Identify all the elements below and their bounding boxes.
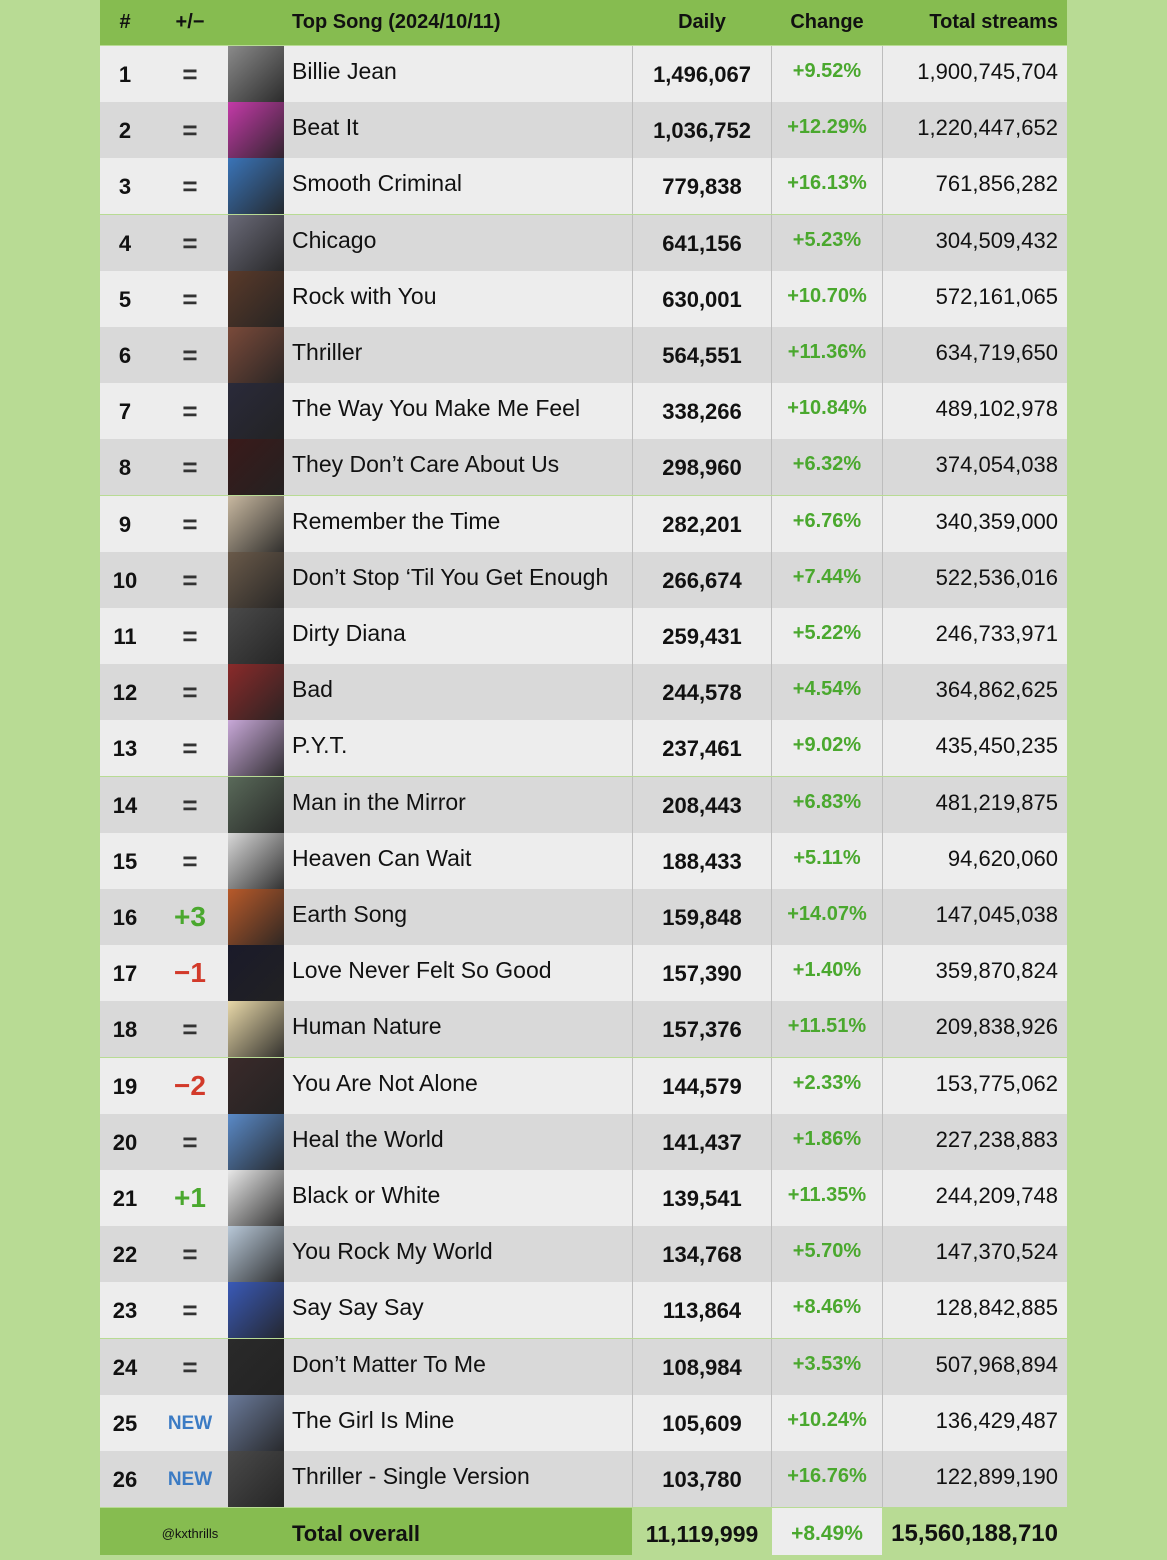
row-song-title: The Girl Is Mine — [292, 1406, 455, 1433]
row-movement-indicator: +3 — [174, 901, 206, 932]
row-change-percent: +4.54% — [792, 678, 862, 701]
row-total-streams: 634,719,650 — [882, 327, 1067, 383]
album-cover-art — [228, 1282, 284, 1338]
table-row — [100, 215, 1067, 271]
album-cover-art — [228, 833, 284, 889]
total-streams: 15,560,188,710 — [882, 1508, 1067, 1555]
row-movement-indicator: = — [182, 845, 198, 876]
album-cover-art — [228, 1226, 284, 1282]
row-rank: 11 — [113, 624, 137, 649]
row-movement-indicator: = — [182, 283, 198, 314]
row-daily-streams: 298,960 — [632, 439, 772, 495]
row-song-title: Earth Song — [292, 901, 408, 927]
row-change-percent: +11.36% — [787, 341, 867, 363]
row-movement-indicator: = — [182, 171, 198, 202]
row-daily-streams: 208,443 — [632, 777, 772, 833]
album-cover-art — [228, 102, 284, 158]
album-cover-art — [228, 945, 284, 1001]
row-daily-streams: 157,390 — [632, 945, 772, 1001]
row-song-title: Man in the Mirror — [292, 788, 466, 815]
row-daily-streams: 779,838 — [632, 158, 772, 214]
row-movement-indicator: = — [182, 340, 198, 370]
row-song-title: Thriller - Single Version — [292, 1463, 530, 1489]
album-cover-art — [228, 552, 284, 608]
row-rank: 15 — [112, 848, 138, 874]
row-movement-indicator: = — [182, 396, 198, 427]
row-song-title: Bad — [292, 676, 333, 703]
row-total-streams: 153,775,062 — [882, 1058, 1067, 1114]
table-row — [100, 1339, 1067, 1395]
row-movement-indicator: = — [182, 59, 198, 89]
album-cover-art — [228, 327, 284, 383]
album-cover-art — [228, 608, 284, 664]
row-daily-streams: 338,266 — [632, 383, 772, 439]
album-cover-art — [228, 1170, 284, 1226]
row-daily-streams: 641,156 — [632, 215, 772, 271]
header-song: Top Song (2024/10/11) — [292, 11, 501, 33]
row-change-percent: +7.44% — [792, 565, 862, 588]
row-daily-streams: 259,431 — [632, 608, 772, 664]
row-rank: 24 — [112, 1354, 138, 1380]
row-rank: 18 — [112, 1017, 138, 1043]
row-daily-streams: 105,609 — [632, 1395, 772, 1451]
row-total-streams: 1,220,447,652 — [882, 102, 1067, 158]
row-song-title: You Rock My World — [292, 1238, 493, 1265]
row-song-title: P.Y.T. — [292, 732, 348, 759]
table-row — [100, 1226, 1067, 1282]
row-total-streams: 489,102,978 — [882, 383, 1067, 439]
row-daily-streams: 108,984 — [632, 1339, 772, 1395]
row-daily-streams: 1,036,752 — [632, 102, 772, 158]
row-change-percent: +6.83% — [792, 790, 862, 813]
table-row — [100, 496, 1067, 552]
row-movement-indicator: = — [182, 733, 198, 764]
row-daily-streams: 157,376 — [632, 1001, 772, 1057]
row-change-percent: +5.11% — [793, 846, 861, 869]
row-rank: 9 — [118, 511, 132, 537]
table-row — [100, 1058, 1067, 1114]
row-rank: 26 — [112, 1467, 138, 1492]
row-rank: 2 — [118, 118, 132, 144]
row-daily-streams: 113,864 — [632, 1282, 772, 1338]
table-row — [100, 439, 1067, 495]
row-rank: 7 — [118, 399, 132, 425]
row-total-streams: 522,536,016 — [882, 552, 1067, 608]
row-daily-streams: 244,578 — [632, 664, 772, 720]
table-row — [100, 720, 1067, 776]
row-daily-streams: 237,461 — [632, 720, 772, 776]
row-total-streams: 209,838,926 — [882, 1001, 1067, 1057]
row-rank: 14 — [112, 792, 138, 818]
row-change-percent: +10.24% — [787, 1408, 867, 1431]
row-rank: 21 — [112, 1186, 138, 1211]
table-row — [100, 608, 1067, 664]
row-song-title: Say Say Say — [292, 1294, 424, 1321]
row-total-streams: 340,359,000 — [882, 496, 1067, 552]
row-song-title: Rock with You — [292, 282, 437, 309]
row-song-title: They Don’t Care About Us — [292, 451, 560, 478]
row-change-percent: +16.76% — [787, 1465, 867, 1487]
row-total-streams: 304,509,432 — [882, 215, 1067, 271]
row-movement-indicator: = — [182, 227, 198, 258]
album-cover-art — [228, 1451, 284, 1507]
table-row — [100, 271, 1067, 327]
row-daily-streams: 282,201 — [632, 496, 772, 552]
row-change-percent: +10.70% — [787, 284, 867, 307]
table-header — [100, 0, 1067, 45]
row-total-streams: 147,045,038 — [882, 889, 1067, 945]
header-total-streams: Total streams — [929, 11, 1058, 33]
row-movement-indicator: = — [182, 508, 198, 539]
table-footer — [100, 1508, 1067, 1555]
streaming-chart-table — [100, 0, 1067, 1555]
row-song-title: The Way You Make Me Feel — [292, 395, 581, 422]
total-daily: 11,119,999 — [632, 1508, 772, 1555]
table-row — [100, 889, 1067, 945]
table-row — [100, 945, 1067, 1001]
album-cover-art — [228, 720, 284, 776]
row-song-title: Dirty Diana — [292, 620, 406, 646]
row-daily-streams: 630,001 — [632, 271, 772, 327]
row-song-title: Human Nature — [292, 1013, 442, 1040]
table-row — [100, 1451, 1067, 1507]
album-cover-art — [228, 1395, 284, 1451]
total-overall-label: Total overall — [292, 1521, 420, 1546]
row-daily-streams: 141,437 — [632, 1114, 772, 1170]
table-row — [100, 46, 1067, 102]
album-cover-art — [228, 439, 284, 495]
row-rank: 5 — [118, 286, 132, 312]
row-rank: 19 — [112, 1073, 138, 1099]
row-rank: 4 — [118, 230, 132, 256]
table-row — [100, 1114, 1067, 1170]
album-cover-art — [228, 777, 284, 833]
row-movement-indicator: = — [182, 452, 198, 483]
row-song-title: Don’t Matter To Me — [292, 1350, 486, 1377]
album-cover-art — [228, 1114, 284, 1170]
total-change: +8.49% — [772, 1508, 882, 1555]
row-movement-indicator: = — [182, 1126, 198, 1157]
row-total-streams: 481,219,875 — [882, 777, 1067, 833]
row-total-streams: 94,620,060 — [882, 833, 1067, 889]
row-change-percent: +12.29% — [787, 116, 867, 139]
row-movement-indicator: = — [182, 115, 198, 146]
album-cover-art — [228, 215, 284, 271]
row-daily-streams: 144,579 — [632, 1058, 772, 1114]
row-daily-streams: 266,674 — [632, 552, 772, 608]
album-cover-art — [228, 1339, 284, 1395]
row-rank: 25 — [112, 1410, 138, 1436]
row-change-percent: +1.40% — [792, 959, 862, 982]
album-cover-art — [228, 271, 284, 327]
table-row — [100, 664, 1067, 720]
row-daily-streams: 188,433 — [632, 833, 772, 889]
row-change-percent: +6.76% — [792, 509, 862, 532]
table-row — [100, 1395, 1067, 1451]
row-total-streams: 761,856,282 — [882, 158, 1067, 214]
row-change-percent: +11.51% — [787, 1015, 867, 1038]
row-change-percent: +5.22% — [792, 622, 862, 644]
table-row — [100, 552, 1067, 608]
album-cover-art — [228, 1058, 284, 1114]
row-total-streams: 136,429,487 — [882, 1395, 1067, 1451]
row-rank: 13 — [112, 736, 138, 762]
header-change: Change — [790, 11, 864, 33]
author-handle: @kxthrills — [161, 1526, 219, 1541]
row-change-percent: +3.53% — [792, 1352, 862, 1375]
row-song-title: Smooth Criminal — [292, 170, 462, 197]
table-row — [100, 1282, 1067, 1338]
row-movement-indicator: = — [182, 1351, 198, 1382]
row-movement-indicator: = — [182, 789, 198, 820]
table-row — [100, 327, 1067, 383]
row-movement-indicator: = — [182, 564, 198, 595]
row-rank: 12 — [112, 680, 138, 706]
row-movement-indicator: NEW — [167, 1469, 213, 1490]
row-song-title: You Are Not Alone — [292, 1069, 478, 1096]
table-row — [100, 1170, 1067, 1226]
row-total-streams: 364,862,625 — [882, 664, 1067, 720]
row-song-title: Thriller — [292, 339, 363, 365]
row-daily-streams: 159,848 — [632, 889, 772, 945]
row-total-streams: 147,370,524 — [882, 1226, 1067, 1282]
row-movement-indicator: NEW — [167, 1412, 213, 1434]
album-cover-art — [228, 46, 284, 102]
row-rank: 3 — [118, 174, 132, 200]
row-change-percent: +11.35% — [787, 1184, 867, 1206]
row-movement-indicator: −1 — [174, 957, 206, 989]
album-cover-art — [228, 1001, 284, 1057]
row-change-percent: +8.46% — [792, 1296, 862, 1319]
row-song-title: Black or White — [292, 1182, 441, 1208]
row-movement-indicator: = — [182, 677, 198, 708]
row-total-streams: 359,870,824 — [882, 945, 1067, 1001]
table-row — [100, 777, 1067, 833]
row-song-title: Heaven Can Wait — [292, 844, 472, 871]
row-change-percent: +16.13% — [787, 172, 867, 195]
header-movement: +/− — [175, 11, 205, 33]
row-song-title: Love Never Felt So Good — [292, 957, 552, 984]
table-row — [100, 158, 1067, 214]
row-change-percent: +6.32% — [792, 453, 862, 476]
row-movement-indicator: = — [182, 1295, 198, 1326]
row-song-title: Don’t Stop ‘Til You Get Enough — [292, 563, 609, 590]
table-row — [100, 102, 1067, 158]
row-change-percent: +10.84% — [787, 397, 867, 420]
row-rank: 1 — [118, 62, 132, 87]
row-total-streams: 507,968,894 — [882, 1339, 1067, 1395]
row-rank: 10 — [112, 567, 138, 593]
row-movement-indicator: = — [182, 1014, 198, 1045]
row-song-title: Billie Jean — [292, 58, 397, 84]
row-change-percent: +9.52% — [792, 60, 862, 82]
row-daily-streams: 564,551 — [632, 327, 772, 383]
row-rank: 22 — [112, 1242, 138, 1268]
row-song-title: Heal the World — [292, 1125, 444, 1152]
row-daily-streams: 134,768 — [632, 1226, 772, 1282]
row-total-streams: 246,733,971 — [882, 608, 1067, 664]
album-cover-art — [228, 664, 284, 720]
row-total-streams: 374,054,038 — [882, 439, 1067, 495]
row-rank: 8 — [118, 455, 132, 481]
row-total-streams: 1,900,745,704 — [882, 46, 1067, 102]
album-cover-art — [228, 158, 284, 214]
row-total-streams: 227,238,883 — [882, 1114, 1067, 1170]
row-movement-indicator: −2 — [174, 1069, 206, 1101]
row-rank: 20 — [112, 1129, 138, 1155]
row-song-title: Beat It — [292, 114, 359, 141]
row-total-streams: 572,161,065 — [882, 271, 1067, 327]
row-total-streams: 122,899,190 — [882, 1451, 1067, 1507]
row-rank: 17 — [112, 961, 138, 987]
row-movement-indicator: = — [182, 1239, 198, 1270]
row-song-title: Remember the Time — [292, 507, 501, 534]
row-change-percent: +5.23% — [792, 228, 862, 251]
row-daily-streams: 103,780 — [632, 1451, 772, 1507]
table-row — [100, 383, 1067, 439]
album-cover-art — [228, 889, 284, 945]
album-cover-art — [228, 383, 284, 439]
row-daily-streams: 139,541 — [632, 1170, 772, 1226]
row-movement-indicator: +1 — [174, 1182, 206, 1213]
row-rank: 6 — [118, 343, 132, 368]
header-rank: # — [119, 11, 131, 33]
row-daily-streams: 1,496,067 — [632, 46, 772, 102]
album-cover-art — [228, 496, 284, 552]
row-song-title: Chicago — [292, 226, 377, 253]
row-change-percent: +14.07% — [787, 903, 867, 925]
row-change-percent: +5.70% — [792, 1240, 862, 1263]
table-row — [100, 1001, 1067, 1057]
table-row — [100, 833, 1067, 889]
row-total-streams: 244,209,748 — [882, 1170, 1067, 1226]
row-rank: 16 — [112, 905, 138, 930]
row-movement-indicator: = — [182, 621, 198, 651]
row-total-streams: 435,450,235 — [882, 720, 1067, 776]
row-total-streams: 128,842,885 — [882, 1282, 1067, 1338]
header-daily: Daily — [678, 11, 726, 33]
row-change-percent: +9.02% — [792, 734, 862, 757]
row-change-percent: +1.86% — [792, 1127, 862, 1150]
row-change-percent: +2.33% — [792, 1071, 862, 1094]
row-rank: 23 — [112, 1298, 138, 1324]
